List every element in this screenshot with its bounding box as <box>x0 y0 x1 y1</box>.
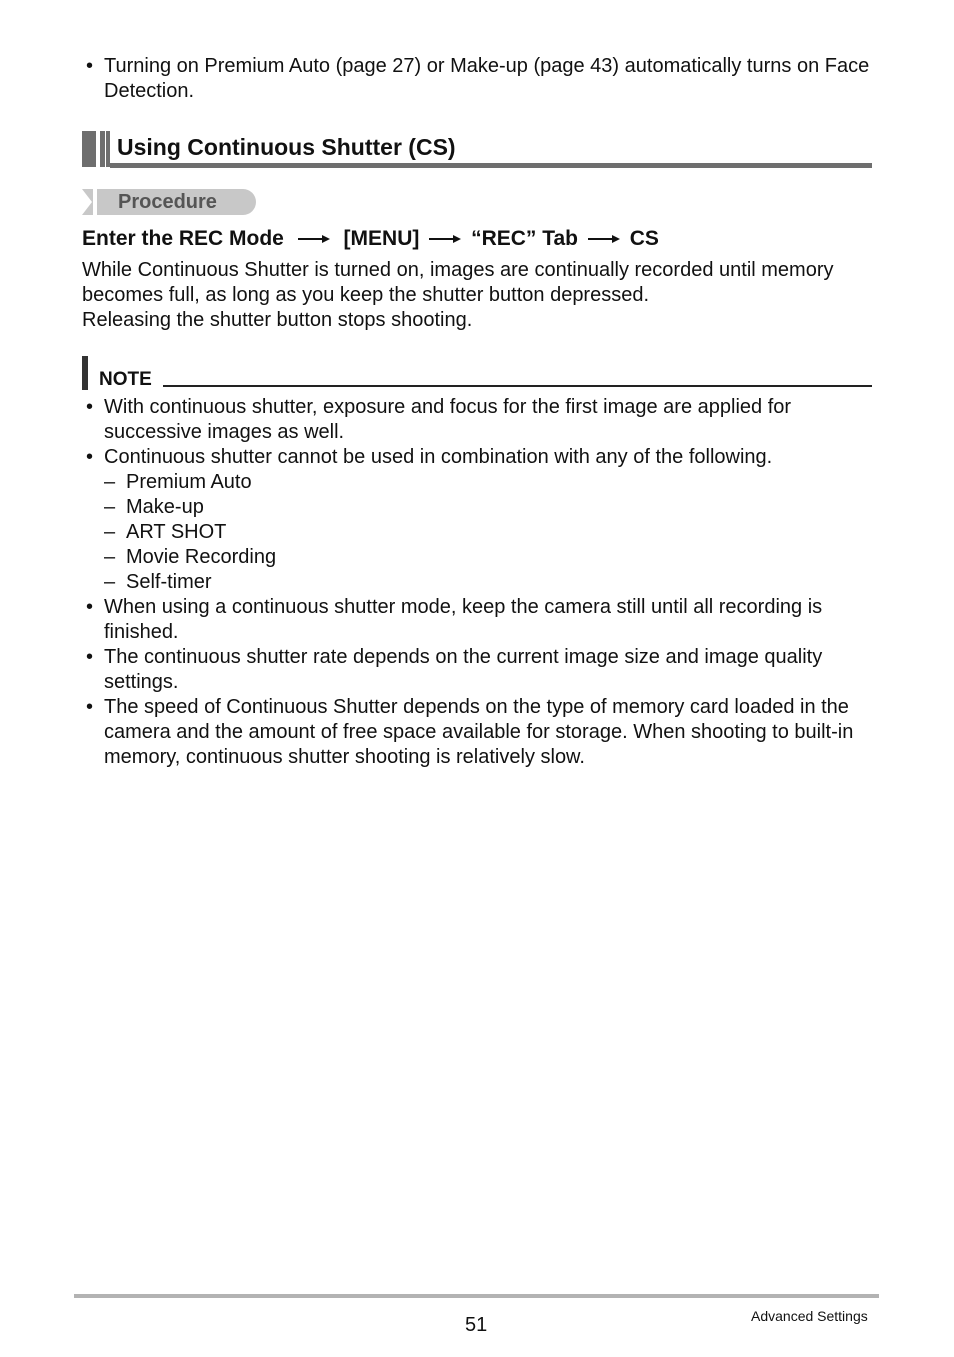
procedure-step: CS <box>629 227 659 250</box>
note-bullet-text: When using a continuous shutter mode, keep the camera still until all recording is finished. <box>104 596 823 643</box>
procedure-step: Enter the REC Mode <box>82 227 284 250</box>
page-number: 51 <box>465 1314 488 1336</box>
bullet-dot: • <box>86 446 94 468</box>
note-sub-item: – Self-timer <box>104 571 212 593</box>
note-sub-item: – Movie Recording <box>104 546 277 568</box>
note-bullet-text: Continuous shutter cannot be used in combination with any of the following. <box>104 446 773 468</box>
bullet-dot: • <box>86 396 94 418</box>
note-bullet <box>82 445 872 470</box>
note-sub-item: – Premium Auto <box>104 471 252 493</box>
section-heading-bar <box>82 131 96 167</box>
note-bullet-text: The speed of Continuous Shutter depends on the type of memory card loaded in the camera and the amount of free space available for storage. When shooting to built-in memory, continuous shutter shooting is relatively slow. <box>104 696 854 768</box>
bullet-dot: • <box>86 596 94 618</box>
note-bullet <box>82 595 872 645</box>
description-line: becomes full, as long as you keep the shutter button depressed. <box>82 284 650 306</box>
section-heading-bar <box>106 131 110 167</box>
note-sub-item-text: Make-up <box>126 496 204 518</box>
note-sub-item-text: Movie Recording <box>126 546 277 568</box>
note-bullet-text: With continuous shutter, exposure and focus for the first image are applied for successive images as well. <box>104 396 792 443</box>
note-sub-item-text: Self-timer <box>126 571 212 593</box>
note-rule <box>163 385 872 387</box>
section-heading-bar <box>100 131 105 167</box>
procedure-step: [MENU] <box>343 227 420 250</box>
note-sub-item: – ART SHOT <box>104 521 227 543</box>
procedure-label: Procedure <box>118 191 217 213</box>
section-title: Using Continuous Shutter (CS) <box>117 134 456 160</box>
procedure-badge-stripe <box>93 189 97 215</box>
arrow-right-icon <box>425 225 465 252</box>
note-bullet <box>82 395 872 445</box>
arrow-right-icon <box>290 225 338 252</box>
bullet-dot: • <box>86 55 94 77</box>
description-line: Releasing the shutter button stops shooting. <box>82 309 473 331</box>
section-heading-rule <box>110 163 872 168</box>
note-bar <box>82 356 88 390</box>
note-bullet-text: The continuous shutter rate depends on the current image size and image quality settings. <box>104 646 823 693</box>
note-sub-item: – Make-up <box>104 496 204 518</box>
bullet-dot: • <box>86 696 94 718</box>
procedure-path <box>82 225 659 252</box>
footer-section-name: Advanced Settings <box>751 1308 868 1324</box>
description-line: While Continuous Shutter is turned on, images are continually recorded until memory <box>82 259 834 281</box>
note-bullet <box>82 695 872 770</box>
note-sub-item-text: ART SHOT <box>126 521 227 543</box>
arrow-right-icon <box>584 225 624 252</box>
procedure-step: “REC” Tab <box>471 227 579 250</box>
procedure-badge-notch <box>82 189 92 215</box>
note-sub-item-text: Premium Auto <box>126 471 252 493</box>
note-bullet <box>82 645 872 695</box>
bullet-dot: • <box>86 646 94 668</box>
intro-bullet <box>82 54 872 104</box>
note-label: NOTE <box>99 369 152 390</box>
intro-bullet-text: Turning on Premium Auto (page 27) or Make-up (page 43) automatically turns on Face Detection. <box>104 55 870 102</box>
footer-rule <box>74 1294 879 1298</box>
